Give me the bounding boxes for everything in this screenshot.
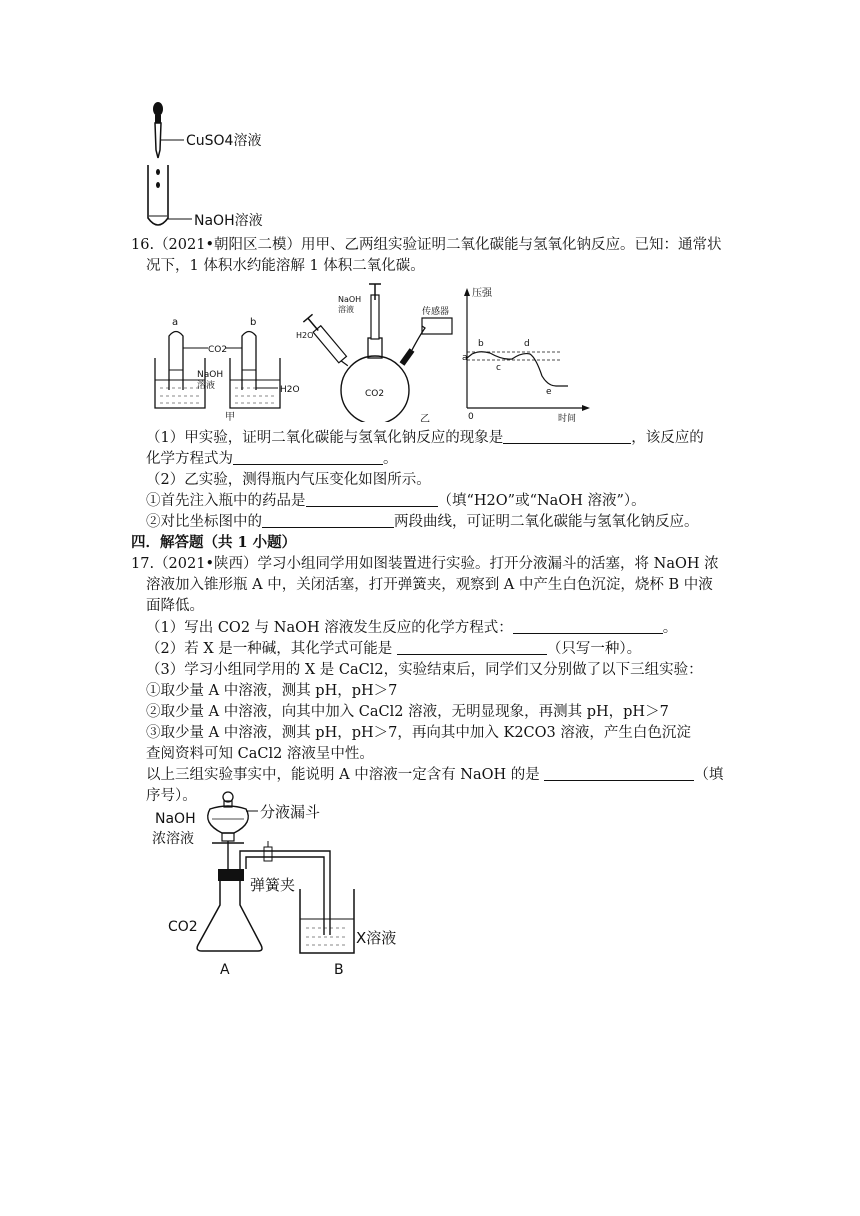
q17-part2 [146,639,641,659]
q16-sub1-text: ①首先注入瓶中的药品是 [146,493,306,509]
jia-label: 甲 [225,412,235,422]
point-b-label: b [478,339,484,349]
q17-stem-text: 学习小组同学用如图装置进行实验。打开分液漏斗的活塞，将 NaOH 浓 [257,556,719,572]
q16-sub1 [146,491,646,511]
q17-final-text: 以上三组实验事实中，能说明 A 中溶液一定含有 NaOH 的是 [146,767,545,783]
q17-part1 [146,618,677,638]
y-axis-label: 压强 [472,288,492,299]
q17-stem-line1 [131,554,719,574]
syringe-naoh-label-2: 溶液 [338,305,354,314]
q17-exp3: ③取少量 A 中溶液，测其 pH，pH＞7，再向其中加入 K2CO3 溶液，产生白色沉淀 [146,725,691,741]
clip-label: 弹簧夹 [250,876,296,894]
flask-co2-label: CO2 [365,389,385,399]
q17-blank-serial[interactable] [544,765,694,781]
dropper-testtube-figure [140,100,290,232]
beaker-h2o-label: H2O [280,385,300,395]
q16-sub1-text-b: （填“H2O”或“NaOH 溶液”）。 [437,493,646,509]
q16-sub2-text: ②对比坐标图中的 [146,514,262,530]
naoh-label: NaOH溶液 [194,213,263,229]
q17-source: （2021•陕西） [154,556,258,572]
jia-co2-label: CO2 [208,345,228,355]
naoh-conc-label-2: 浓溶液 [152,831,194,847]
q17-exp2: ②取少量 A 中溶液，向其中加入 CaCl2 溶液，无明显现象，再测其 pH，pH＞7 [146,704,669,720]
q16-blank-curves[interactable] [262,512,394,528]
q17-exp1: ①取少量 A 中溶液，测其 pH，pH＞7 [146,683,398,699]
tube-b-label: b [250,317,257,328]
q16-part2: （2）乙实验，测得瓶内气压变化如图所示。 [146,472,431,488]
x-solution-label: X溶液 [356,929,397,947]
q16-stem-text: 用甲、乙两组实验证明二氧化碳能与氢氧化钠反应。已知：通常状 [301,237,722,253]
q16-blank-phenomenon[interactable] [503,428,631,444]
tube-a-label: a [172,317,179,328]
q16-part1-text-b: ，该反应的 [631,430,704,446]
q16-part1-text-c: 化学方程式为 [146,451,233,467]
q16-blank-equation[interactable] [233,449,383,465]
q17-final-line2: 序号）。 [146,788,197,804]
q16-number: 16. [131,237,155,253]
x-axis-label: 时间 [558,414,577,422]
q17-stem-line3: 面降低。 [146,598,204,614]
q16-part1-text: （1）甲实验，证明二氧化碳能与氢氧化钠反应的现象是 [146,430,504,446]
q16-sub2 [146,512,699,532]
point-c-label: c [496,363,501,373]
beaker-naoh-label-1: NaOH [197,370,224,380]
q17-note: 查阅资料可知 CaCl2 溶液呈中性。 [146,746,374,762]
yi-label: 乙 [420,414,430,422]
q16-part1-line1 [146,428,704,448]
beaker-naoh-label-2: 溶液 [197,381,216,391]
q16-sub2-text-b: 两段曲线，可证明二氧化碳能与氢氧化钠反应。 [394,514,699,530]
cuso4-label: CuSO4溶液 [186,133,262,149]
section-4-heading: 四．解答题（共 1 小题） [131,534,297,551]
q17-part3: （3）学习小组同学用的 X 是 CaCl2，实验结束后，同学们又分别做了以下三组实验： [146,662,703,678]
q17-part1-text-b: 。 [662,620,678,636]
q17-final-line1 [146,765,723,785]
q16-part1-text-d: 。 [383,451,398,467]
point-a-label: a [462,353,468,363]
beaker-b-label: B [334,962,344,978]
flask-co2-label: CO2 [168,919,198,935]
flask-a-label: A [220,962,230,978]
point-e-label: e [546,387,552,397]
q17-blank-base-formula[interactable] [397,639,547,655]
q17-stem-line2: 溶液加入锥形瓶 A 中，关闭活塞，打开弹簧夹，观察到 A 中产生白色沉淀，烧杯 B 中液 [146,577,713,593]
point-d-label: d [524,339,530,349]
q17-part2-text-b: （只写一种）。 [546,641,642,657]
q17-part1-text: （1）写出 CO2 与 NaOH 溶液发生反应的化学方程式： [146,620,513,636]
q17-final-text-b: （填 [694,767,724,783]
q16-blank-first-reagent[interactable] [306,491,438,507]
q17-blank-equation[interactable] [513,618,663,634]
q17-apparatus-figure [150,785,420,980]
q16-stem-line1 [131,235,722,255]
funnel-label: 分液漏斗 [260,803,321,821]
q16-stem-line2: 况下，1 体积水约能溶解 1 体积二氧化碳。 [146,258,425,274]
q17-part2-text: （2）若 X 是一种碱，其化学式可能是 [146,641,397,657]
naoh-conc-label-1: NaOH [155,811,196,827]
syringe-naoh-label-1: NaOH [338,295,362,304]
origin-label: 0 [468,412,474,422]
q17-number: 17. [131,556,155,572]
q16-part1-line2 [146,449,398,469]
q16-apparatus-figure [150,280,590,422]
q16-source: （2021•朝阳区二模） [154,237,302,253]
sensor-label: 传感器 [422,307,450,317]
syringe-h2o-label: H2O [296,331,314,340]
